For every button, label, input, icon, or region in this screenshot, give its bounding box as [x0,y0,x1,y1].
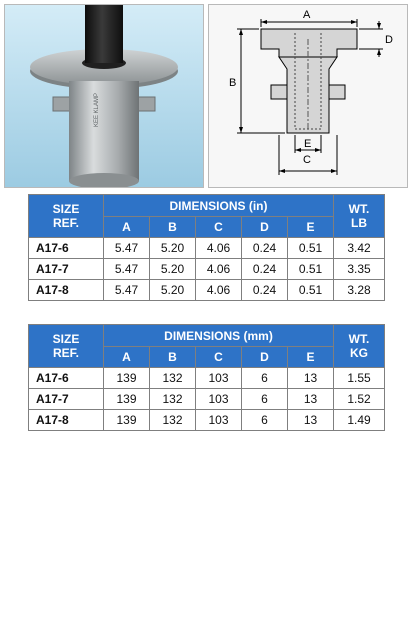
weight-cell: 3.35 [334,259,385,280]
dimension-diagram [208,4,408,188]
dimension-label-d: D [385,34,393,46]
column-header-e: E [288,347,334,368]
column-header-e: E [288,217,334,238]
value-cell: 0.24 [242,259,288,280]
value-cell: 0.24 [242,280,288,301]
dimension-label-a: A [303,9,311,21]
weight-cell: 3.28 [334,280,385,301]
value-cell: 0.51 [288,280,334,301]
value-cell: 6 [242,368,288,389]
size-ref-cell: A17-7 [29,389,104,410]
column-header-c: C [196,217,242,238]
size-ref-cell: A17-6 [29,368,104,389]
value-cell: 103 [196,410,242,431]
weight-cell: 1.49 [334,410,385,431]
column-header-d: D [242,347,288,368]
size-ref-header: SIZE REF. [29,195,104,238]
value-cell: 103 [196,368,242,389]
value-cell: 0.51 [288,259,334,280]
value-cell: 4.06 [196,259,242,280]
value-cell: 0.51 [288,238,334,259]
value-cell: 4.06 [196,280,242,301]
dimensions-header: DIMENSIONS (in) [104,195,334,217]
value-cell: 139 [104,368,150,389]
value-cell: 13 [288,389,334,410]
weight-header: WT. KG [334,325,385,368]
value-cell: 132 [150,368,196,389]
value-cell: 5.20 [150,259,196,280]
value-cell: 13 [288,410,334,431]
column-header-c: C [196,347,242,368]
weight-cell: 3.42 [334,238,385,259]
column-header-b: B [150,347,196,368]
weight-header: WT. LB [334,195,385,238]
value-cell: 6 [242,410,288,431]
dimensions-table-mm [28,324,385,431]
value-cell: 5.47 [104,238,150,259]
value-cell: 139 [104,410,150,431]
size-ref-cell: A17-8 [29,280,104,301]
size-ref-cell: A17-7 [29,259,104,280]
product-photo [4,4,204,188]
value-cell: 132 [150,410,196,431]
column-header-b: B [150,217,196,238]
dimension-label-e: E [304,138,312,150]
table-row [29,259,385,280]
value-cell: 13 [288,368,334,389]
dimensions-table-inches [28,194,385,301]
value-cell: 5.20 [150,280,196,301]
value-cell: 5.20 [150,238,196,259]
value-cell: 0.24 [242,238,288,259]
value-cell: 103 [196,389,242,410]
value-cell: 5.47 [104,259,150,280]
size-ref-header: SIZE REF. [29,325,104,368]
weight-cell: 1.52 [334,389,385,410]
dimensions-header: DIMENSIONS (mm) [104,325,334,347]
column-header-a: A [104,217,150,238]
table-row [29,280,385,301]
svg-text:KEE KLAMP: KEE KLAMP [94,92,100,127]
value-cell: 5.47 [104,280,150,301]
table-row [29,410,385,431]
size-ref-cell: A17-8 [29,410,104,431]
table-row [29,238,385,259]
size-ref-cell: A17-6 [29,238,104,259]
weight-cell: 1.55 [334,368,385,389]
value-cell: 132 [150,389,196,410]
value-cell: 4.06 [196,238,242,259]
dimension-label-c: C [303,154,311,166]
column-header-a: A [104,347,150,368]
column-header-d: D [242,217,288,238]
table-row [29,368,385,389]
value-cell: 139 [104,389,150,410]
table-row [29,389,385,410]
value-cell: 6 [242,389,288,410]
dimension-label-b: B [229,77,237,89]
